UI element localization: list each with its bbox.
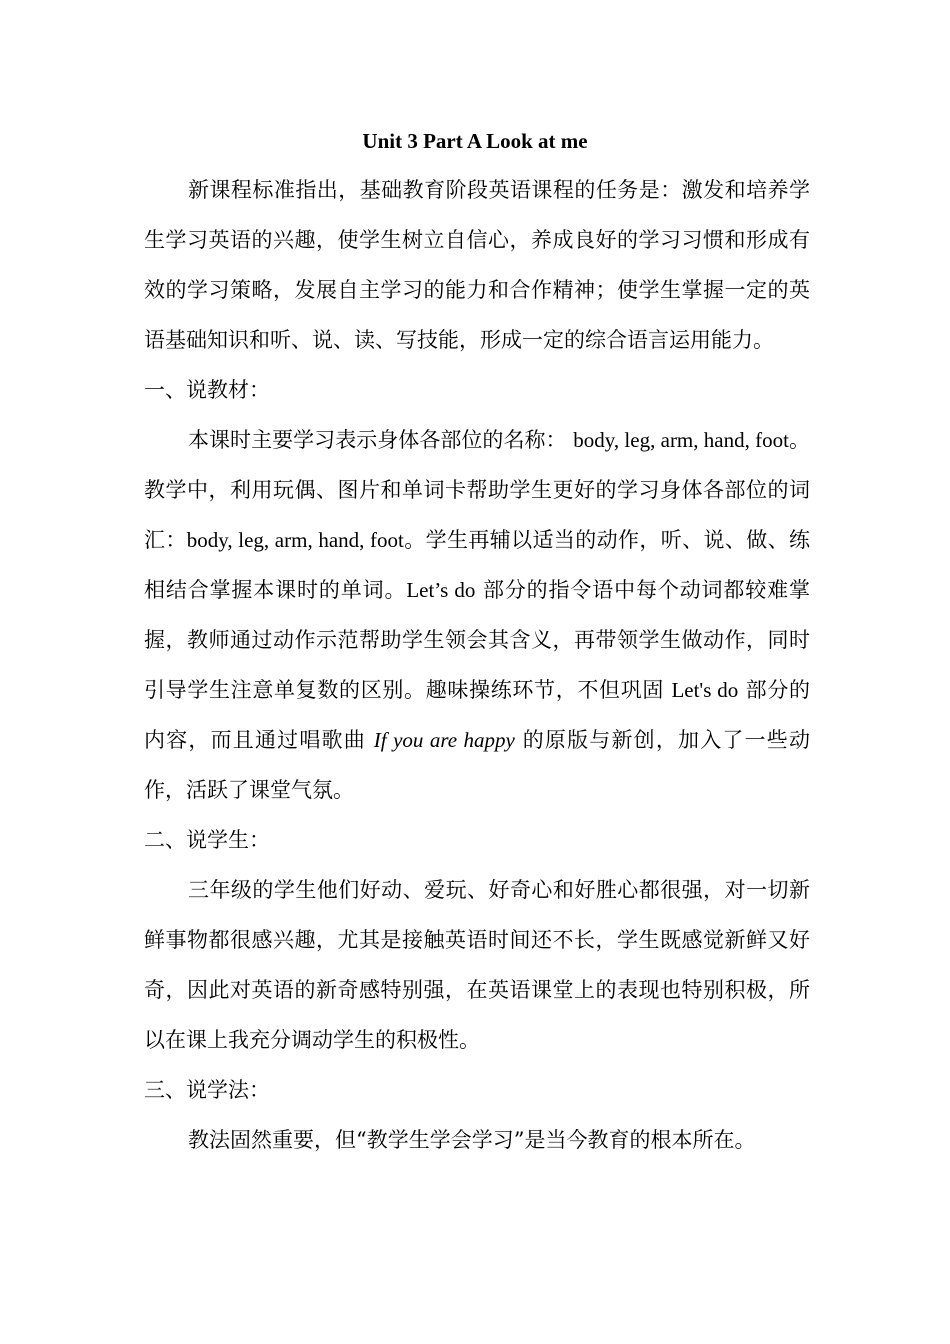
students-paragraph: 三年级的学生他们好动、爱玩、好奇心和好胜心都很强，对一切新鲜事物都很感兴趣，尤其是接触英语时间还不长，学生既感觉新鲜又好奇，因此对英语的新奇感特别强，在英语课堂上的表现也特别积极，所以在课上我充分调动学生的积极性。 (144, 878, 810, 1052)
text-run: 。教学中，利用玩偶、图片和单词卡帮助学生更好的学习身体各部位的词汇： (144, 428, 811, 552)
vocab-list: body, leg, arm, hand, foot (573, 428, 789, 452)
section-heading-students: 二、说学生： (144, 828, 270, 852)
textbook-paragraph (144, 415, 810, 815)
text-run: 的原版与新创，加入了一些动作，活跃了课堂气氛。 (144, 728, 810, 802)
document-title: Unit 3 Part A Look at me (362, 129, 588, 153)
section-heading-textbook: 一、说教材： (144, 378, 270, 402)
lets-do-label: Let's do (671, 678, 739, 702)
learning-method-paragraph: 教法固然重要，但“教学生学会学习”是当今教育的根本所在。 (188, 1128, 756, 1152)
song-title: If you are happy (373, 728, 515, 752)
document-body (144, 165, 810, 1165)
section-heading-learning-method: 三、说学法： (144, 1078, 270, 1102)
vocab-list: body, leg, arm, hand, foot (186, 528, 404, 552)
text-run: 部分的指令语中每个动词都较难掌握，教师通过动作示范帮助学生领会其含义，再带领学生做动作，同时引导学生注意单复数的区别。趣味操练环节，不但巩固 (144, 578, 810, 702)
text-run: 。学生再辅以适当的动作，听、说、做、练相结合掌握本课时的单词。 (144, 528, 811, 602)
lets-do-label: Let’s do (406, 578, 476, 602)
text-run: 部分的内容，而且通过唱歌曲 (144, 678, 810, 752)
intro-paragraph: 新课程标准指出，基础教育阶段英语课程的任务是：激发和培养学生学习英语的兴趣，使学生树立自信心，养成良好的学习习惯和形成有效的学习策略，发展自主学习的能力和合作精神；使学生掌握一定的英语基础知识和听、说、读、写技能，形成一定的综合语言运用能力。 (144, 178, 810, 352)
text-run: 本课时主要学习表示身体各部位的名称： (188, 428, 567, 452)
